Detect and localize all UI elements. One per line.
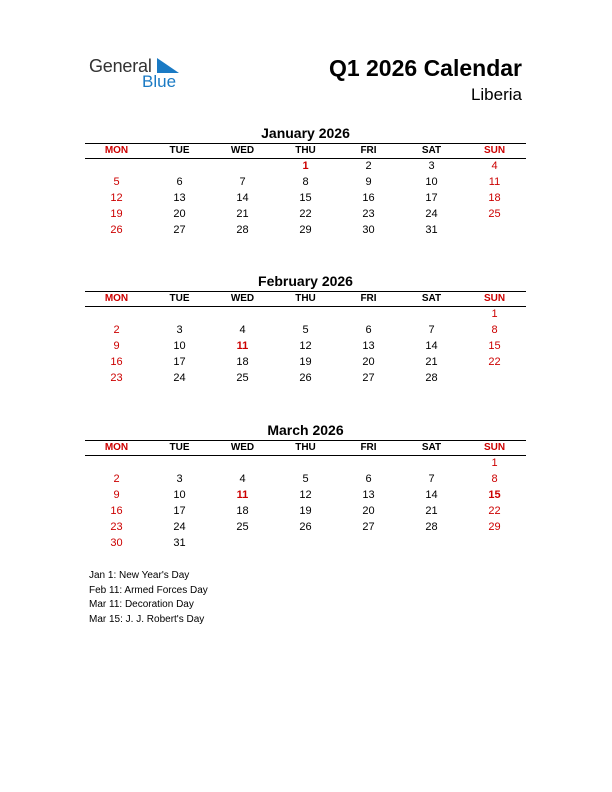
weekday-header-tue: TUE (148, 292, 211, 307)
empty-cell (337, 536, 400, 552)
month-january (85, 123, 526, 239)
weekday-header-wed: WED (211, 292, 274, 307)
day-cell: 18 (236, 504, 249, 517)
week-row (85, 472, 526, 488)
day-cell: 18 (488, 191, 501, 204)
week-row (85, 323, 526, 339)
week-row (85, 159, 526, 175)
day-cell: 16 (362, 191, 375, 204)
empty-cell (400, 456, 463, 472)
day-cell: 23 (110, 371, 123, 384)
weekday-header-sun: SUN (463, 144, 526, 159)
day-cell: 25 (236, 520, 249, 533)
page-title: Q1 2026 Calendar (328, 55, 522, 81)
empty-cell (85, 307, 148, 323)
empty-cell (274, 456, 337, 472)
day-cell: 27 (362, 371, 375, 384)
day-cell: 10 (425, 175, 438, 188)
day-cell: 14 (425, 488, 438, 501)
day-cell: 4 (491, 160, 498, 172)
day-cell: 22 (488, 504, 501, 517)
weekday-header-fri: FRI (337, 292, 400, 307)
day-cell: 28 (236, 223, 249, 236)
empty-cell (400, 307, 463, 323)
day-cell: 2 (113, 323, 120, 336)
logo-word-general: General (89, 56, 152, 76)
weekday-header-sat: SAT (400, 144, 463, 159)
week-row (85, 488, 526, 504)
month-title: February 2026 (258, 273, 353, 289)
day-cell: 7 (428, 323, 435, 336)
week-row (85, 191, 526, 207)
day-cell: 3 (176, 323, 183, 336)
weekday-header-tue: TUE (148, 144, 211, 159)
day-cell: 2 (365, 160, 372, 172)
day-cell: 29 (299, 223, 312, 236)
weekday-header-sun: SUN (463, 441, 526, 456)
day-cell: 2 (113, 472, 120, 485)
day-cell: 6 (365, 323, 372, 336)
empty-cell (211, 307, 274, 323)
weekday-header-mon: MON (85, 441, 148, 456)
empty-cell (211, 536, 274, 552)
day-cell: 25 (236, 371, 249, 384)
weekday-header-thu: THU (274, 441, 337, 456)
day-cell: 28 (425, 520, 438, 533)
day-cell: 21 (425, 355, 438, 368)
day-cell: 6 (365, 472, 372, 485)
day-cell: 15 (299, 191, 312, 204)
empty-cell (463, 536, 526, 552)
weekday-header-thu: THU (274, 292, 337, 307)
empty-cell (274, 536, 337, 552)
day-cell: 1 (491, 308, 498, 320)
day-cell: 16 (110, 355, 123, 368)
day-cell: 18 (236, 355, 249, 368)
day-cell: 24 (425, 207, 438, 220)
day-cell: 26 (110, 223, 123, 236)
generalblue-logo (89, 56, 189, 96)
day-cell: 17 (173, 355, 186, 368)
day-cell: 31 (425, 223, 438, 236)
week-row (85, 175, 526, 191)
day-cell: 23 (110, 520, 123, 533)
page-subtitle: Liberia (470, 85, 522, 104)
day-cell: 23 (362, 207, 375, 220)
day-cell: 17 (173, 504, 186, 517)
holiday-item: Mar 15: J. J. Robert's Day (89, 613, 205, 625)
month-february (85, 271, 526, 387)
day-cell: 24 (173, 520, 186, 533)
day-cell: 10 (173, 488, 186, 501)
day-cell: 19 (299, 355, 312, 368)
day-cell: 30 (362, 223, 375, 236)
day-cell: 22 (299, 207, 312, 220)
day-cell: 11 (236, 488, 249, 501)
day-cell: 7 (239, 175, 246, 188)
day-cell: 21 (236, 207, 249, 220)
weekday-header-mon: MON (85, 292, 148, 307)
weekday-header-wed: WED (211, 441, 274, 456)
day-cell: 27 (173, 223, 186, 236)
holiday-list (89, 569, 208, 627)
holiday-item: Mar 11: Decoration Day (89, 599, 194, 611)
logo-triangle-icon (157, 58, 179, 73)
empty-cell (148, 159, 211, 175)
weekday-header-thu: THU (274, 144, 337, 159)
day-cell: 24 (173, 371, 186, 384)
day-cell: 20 (362, 504, 375, 517)
month-grid (85, 440, 526, 551)
day-cell: 15 (488, 488, 501, 501)
day-cell: 19 (110, 207, 123, 220)
empty-cell (463, 223, 526, 239)
empty-cell (337, 456, 400, 472)
empty-cell (337, 307, 400, 323)
day-cell: 9 (113, 339, 120, 352)
day-cell: 15 (488, 339, 501, 352)
month-grid (85, 143, 526, 239)
day-cell: 5 (113, 175, 120, 188)
day-cell: 4 (239, 323, 246, 336)
week-row (85, 520, 526, 536)
day-cell: 26 (299, 371, 312, 384)
weekday-header-tue: TUE (148, 441, 211, 456)
empty-cell (274, 307, 337, 323)
day-cell: 5 (302, 323, 309, 336)
day-cell: 7 (428, 472, 435, 485)
logo-word-blue: Blue (142, 72, 177, 91)
day-cell: 14 (236, 191, 249, 204)
day-cell: 19 (299, 504, 312, 517)
day-cell: 11 (236, 339, 249, 352)
day-cell: 17 (425, 191, 438, 204)
day-cell: 12 (299, 488, 312, 501)
empty-cell (211, 456, 274, 472)
week-row (85, 307, 526, 323)
day-cell: 20 (173, 207, 186, 220)
day-cell: 14 (425, 339, 438, 352)
day-cell: 13 (362, 339, 375, 352)
month-march (85, 420, 526, 551)
day-cell: 1 (302, 160, 309, 172)
day-cell: 26 (299, 520, 312, 533)
weekday-header-sat: SAT (400, 441, 463, 456)
weekday-header-fri: FRI (337, 441, 400, 456)
day-cell: 9 (365, 175, 372, 188)
holiday-item: Feb 11: Armed Forces Day (89, 584, 208, 596)
day-cell: 29 (488, 520, 501, 533)
empty-cell (463, 371, 526, 387)
month-grid (85, 291, 526, 387)
day-cell: 10 (173, 339, 186, 352)
day-cell: 8 (491, 472, 498, 485)
day-cell: 22 (488, 355, 501, 368)
day-cell: 11 (488, 175, 501, 188)
day-cell: 8 (302, 175, 309, 188)
weekday-header-sat: SAT (400, 292, 463, 307)
day-cell: 3 (176, 472, 183, 485)
day-cell: 25 (488, 207, 501, 220)
day-cell: 28 (425, 371, 438, 384)
empty-cell (85, 456, 148, 472)
day-cell: 1 (491, 457, 498, 469)
week-row (85, 207, 526, 223)
day-cell: 13 (173, 191, 186, 204)
weekday-header-sun: SUN (463, 292, 526, 307)
day-cell: 13 (362, 488, 375, 501)
day-cell: 27 (362, 520, 375, 533)
month-title: March 2026 (267, 422, 344, 438)
week-row (85, 504, 526, 520)
day-cell: 8 (491, 323, 498, 336)
empty-cell (148, 456, 211, 472)
month-title: January 2026 (261, 125, 350, 141)
day-cell: 16 (110, 504, 123, 517)
holiday-item: Jan 1: New Year's Day (89, 570, 190, 581)
empty-cell (85, 159, 148, 175)
day-cell: 30 (110, 536, 123, 549)
week-row (85, 371, 526, 387)
week-row (85, 456, 526, 472)
day-cell: 12 (110, 191, 123, 204)
empty-cell (148, 307, 211, 323)
day-cell: 20 (362, 355, 375, 368)
empty-cell (211, 159, 274, 175)
weekday-header-mon: MON (85, 144, 148, 159)
empty-cell (400, 536, 463, 552)
week-row (85, 536, 526, 552)
week-row (85, 223, 526, 239)
day-cell: 5 (302, 472, 309, 485)
weekday-header-wed: WED (211, 144, 274, 159)
day-cell: 21 (425, 504, 438, 517)
day-cell: 6 (176, 175, 183, 188)
day-cell: 12 (299, 339, 312, 352)
day-cell: 31 (173, 536, 186, 549)
day-cell: 9 (113, 488, 120, 501)
day-cell: 4 (239, 472, 246, 485)
weekday-header-fri: FRI (337, 144, 400, 159)
day-cell: 3 (428, 160, 435, 172)
week-row (85, 339, 526, 355)
week-row (85, 355, 526, 371)
